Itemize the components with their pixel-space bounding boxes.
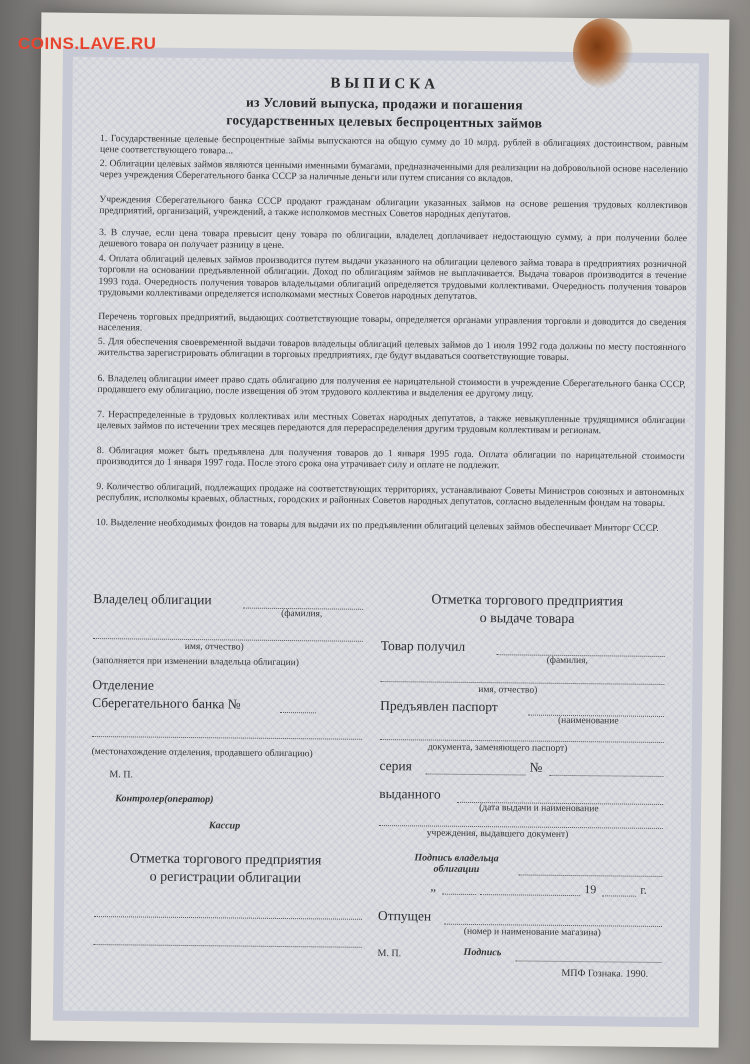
- date-quote: „: [430, 878, 437, 894]
- owner-name-line: [93, 637, 363, 642]
- owner-signature-line: [518, 873, 662, 877]
- branch-label-1: Отделение: [92, 676, 154, 693]
- issued-hint-1: (дата выдачи и наименование: [479, 803, 599, 815]
- printer-mark: МПФ Гознака. 1990.: [561, 967, 649, 980]
- released-hint: (номер и наименование магазина): [463, 926, 601, 939]
- paragraph-4: 4. Оплата облигаций целевых займов производится путем выдачи указанного на облигации целевого займа товара в предприятиях розничной торговли на основании предъявленной облигации. Доход по облигациям займов не выплачивается. Выдача товаров производится в течение 1993 года. Очередность получения товаров владельцами облигаций определяется трудовыми коллективами. Очередность получения товаров трудовыми коллективами определяется исполкомами местных Советов народных депутатов.: [98, 253, 687, 303]
- number-line: [549, 774, 663, 777]
- document-content: [31, 12, 730, 1047]
- paragraph-9: 9. Количество облигаций, подлежащих продаже на соответствующих территориях, устанавливают Советы Министров союзных и автономных республик, исполкомы краевых, областных, городских и районных Советов народных депутатов, согласно выделенным фондам на товары.: [96, 481, 685, 510]
- signature-line: [515, 959, 661, 963]
- controller-label: Контролер(оператор): [115, 793, 214, 806]
- issued-label: выданного: [379, 786, 441, 802]
- bond-document: [31, 12, 730, 1047]
- owner-name-hint: имя, отчество): [184, 641, 244, 653]
- date-day-line: [442, 893, 476, 895]
- goods-surname-hint: (фамилия,: [546, 655, 588, 667]
- number-sign: №: [529, 759, 543, 775]
- branch-location-line: [92, 735, 362, 740]
- document-subtitle-2: государственных целевых беспроцентных займов: [226, 112, 543, 131]
- branch-number-line: [280, 711, 316, 713]
- goods-received-label: Товар получил: [380, 638, 466, 654]
- date-year-prefix: 19: [584, 882, 597, 897]
- issue-mark-title-1: Отметка торгового предприятия: [431, 592, 624, 610]
- goods-name-line: [380, 680, 664, 685]
- paragraph-7: 7. Нераспределенные в трудовых коллективах или местных Советах народных депутатов, а также невыкупленные трудящимися облигации целевых займов по истечении трех месяцев передаются для перераспределения другим трудовым коллективам и регионам.: [97, 409, 686, 437]
- paragraph-4b: Перечень торговых предприятий, выдающих соответствующие товары, определяется органами управления торговли и доводится до сведения населения.: [98, 311, 687, 334]
- passport-hint-2: документа, заменяющего паспорт): [427, 742, 568, 754]
- branch-location-hint: (местонахождение отделения, продавшего облигацию): [91, 746, 313, 760]
- paragraph-2: 2. Облигации целевых займов являются ценными именными бумагами, предназначенными для реализации на добровольной основе населению через учреждения Сберегательного банка СССР за наличные деньги или путем списания со вкладов.: [99, 158, 688, 185]
- branch-label-2: Сберегательного банка №: [92, 694, 241, 712]
- series-label: серия: [379, 758, 412, 774]
- paragraph-5: 5. Для обеспечения своевременной выдачи товаров владельцы облигаций целевых займов до 1 июля 1992 года должны по месту постоянного жительства зарегистрировать облигации в торговых предприятиях, где будут выдаваться соответствующие товары.: [97, 336, 686, 364]
- series-line: [425, 772, 525, 775]
- passport-hint-1: (наименование: [557, 715, 619, 727]
- paragraph-6: 6. Владелец облигации имеет право сдать облигацию для получения ее нарицательной стоимости в учреждение Сберегательного банка СССР, продавшего ему облигацию, после извещения об этом трудового коллектива и выделения ее другому лицу.: [97, 373, 686, 401]
- paragraph-3: 3. В случае, если цена товара превысит цену товара по облигации, владелец доплачивает недостающую сумму, а при получении более дешевого товара он получает разницу в цене.: [98, 227, 688, 252]
- owner-label: Владелец облигации: [93, 591, 212, 608]
- date-year-line: [602, 894, 636, 896]
- paragraph-2b: Учреждения Сберегательного банка СССР продают гражданам облигации указанных займов на основе решения трудовых коллективов предприятий, организаций, учреждений, а также исполкомов местных Советов народных депутатов.: [99, 194, 688, 221]
- issued-hint-2: учреждения, выдавшего документ): [426, 828, 569, 840]
- cashier-label: Кассир: [208, 820, 241, 832]
- issue-mark-title-2: о выдаче товара: [479, 611, 575, 628]
- date-month-line: [480, 893, 580, 896]
- registration-mark-title-1: Отметка торгового предприятия: [129, 851, 322, 869]
- registration-mark-title-2: о регистрации облигации: [149, 869, 302, 887]
- stamp-mark-2: М. П.: [377, 947, 402, 960]
- released-label: Отпущен: [377, 908, 432, 924]
- document-subtitle-1: из Условий выпуска, продажи и погашения: [245, 94, 523, 113]
- passport-doc-line: [380, 738, 664, 743]
- passport-label: Предъявлен паспорт: [380, 698, 498, 715]
- signature-label: Подпись: [463, 946, 502, 959]
- owner-signature-label: Подпись владельца облигации: [414, 852, 499, 876]
- stamp-mark-1: М. П.: [109, 769, 134, 781]
- paragraph-1: 1. Государственные целевые беспроцентные займы выпускаются на общую сумму до 10 млрд. рублей в облигациях достоинством, равным цене соответствующего товара...: [99, 133, 689, 157]
- owner-surname-hint: (фамилия,: [281, 608, 323, 620]
- date-year-suffix: г.: [640, 882, 647, 897]
- site-watermark: COINS.LAVE.RU: [18, 34, 157, 53]
- goods-name-hint: имя, отчество): [478, 685, 538, 696]
- document-title: ВЫПИСКА: [330, 75, 440, 93]
- registration-line-2: [94, 943, 362, 948]
- paragraph-8: 8. Облигация может быть предъявлена для получения товаров до 1 января 1995 года. Оплата облигации по нарицательной стоимости производится до 1 января 1997 года. После этого срока она утрачивает силу и оплате не подлежит.: [96, 445, 685, 472]
- owner-fill-note: (заполняется при изменении владельца облигации): [92, 655, 299, 669]
- registration-line-1: [94, 915, 362, 920]
- issued-institution-line: [379, 824, 663, 829]
- paragraph-10: 10. Выделение необходимых фондов на товары для выдачи их по предъявлении облигаций целевых займов обеспечивает Минторг СССР.: [96, 517, 659, 534]
